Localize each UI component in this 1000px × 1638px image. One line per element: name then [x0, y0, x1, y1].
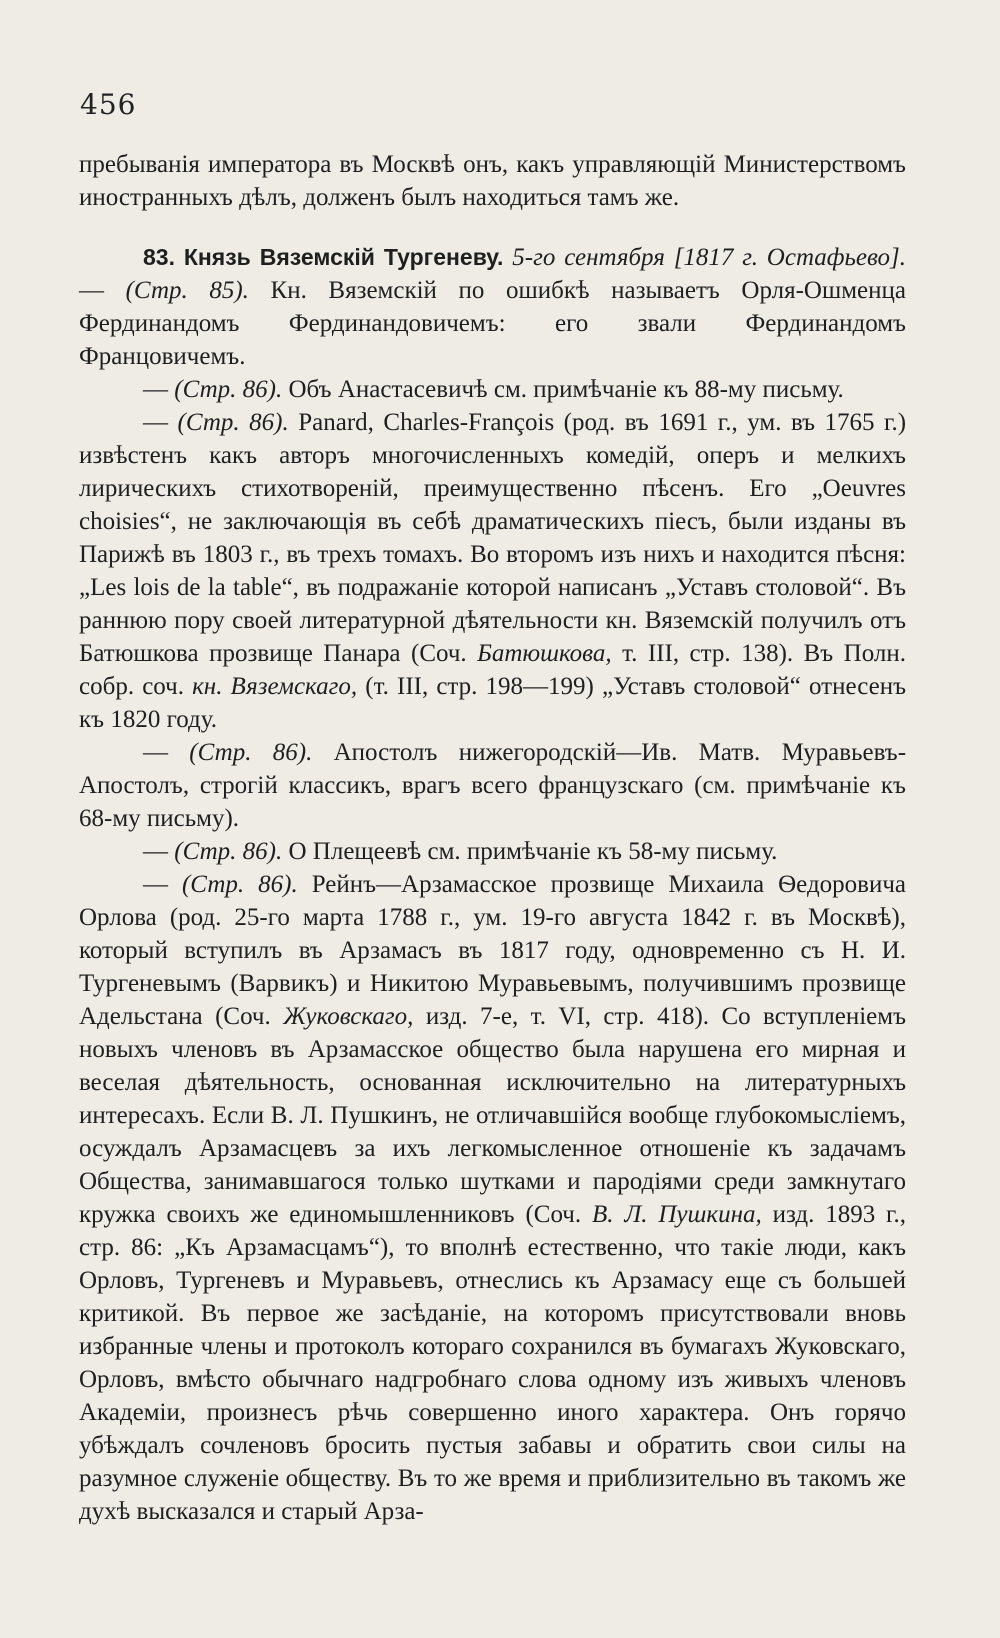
note-dash: —	[143, 376, 168, 403]
note-ref: (Стр. 86).	[174, 376, 283, 403]
note-dash: —	[143, 838, 168, 865]
note-dash: —	[143, 409, 168, 436]
note-italic-title: кн. Вяземскаго,	[192, 673, 358, 700]
note-text: т. III, стр. 138). Въ Полн. собр. соч.	[79, 640, 907, 700]
note-text: Рейнъ—Арзамасское прозвище Михаила Ѳедоровича Орлова (род. 25-го марта 1788 г., ум. 19-го августа 1842 г. въ Москвѣ), который вступилъ въ Арзамасъ въ 1817 году, одновременно съ Н. И. Тургеневымъ (Варвикъ) и Никитою Муравьевымъ, получившимъ прозвище Адельстана (Соч.	[79, 871, 907, 1030]
note-italic-title: В. Л. Пушкина,	[591, 1201, 762, 1228]
note-dash: —	[143, 871, 168, 898]
note-paragraph	[79, 373, 906, 406]
note-dash: —	[79, 277, 104, 304]
note-text: Кн. Вяземскій по ошибкѣ называетъ Орля-Ошменца Фердинандомъ Фердинандовичемъ: его звали Фердинандомъ Францовичемъ.	[79, 277, 907, 370]
note-ref: (Стр. 86).	[174, 838, 283, 865]
page-number: 456	[80, 88, 137, 121]
note-dash: —	[143, 739, 168, 766]
note-paragraph	[79, 868, 906, 1528]
heading-bracket: [1817 г. Остафьево].	[673, 244, 907, 271]
note-text: Объ Анастасевичѣ см. примѣчаніе къ 88-му письму.	[288, 376, 844, 403]
note-text: Panard, Charles-François (род. въ 1691 г., ум. въ 1765 г.) извѣстенъ какъ авторъ многочисленныхъ комедій, оперъ и мелкихъ лирическихъ стихотвореній, преимущественно пѣсенъ. Его „Oeuvres choisies“, не заключающія въ себѣ драматическихъ піесъ, были изданы въ Парижѣ въ 1803 г., въ трехъ томахъ. Во второмъ изъ нихъ и находится пѣсня: „Les lois de la table“, въ подражаніе которой написанъ „Уставъ столовой“. Въ раннюю пору своей литературной дѣятельности кн. Вяземскій получилъ отъ Батюшкова прозвище Панара (Соч.	[79, 409, 907, 667]
note-ref: (Стр. 86).	[181, 871, 298, 898]
note-text: (т. III, стр. 198—199) „Уставъ столовой“ отнесенъ къ 1820 году.	[79, 673, 906, 733]
note-ref: (Стр. 85).	[125, 277, 249, 304]
note-text: О Плещеевѣ см. примѣчаніе къ 58-му письму.	[288, 838, 778, 865]
heading-number: 83.	[143, 244, 175, 270]
entry-heading	[79, 241, 906, 373]
note-ref: (Стр. 86).	[189, 739, 313, 766]
note-text: изд. 1893 г., стр. 86: „Къ Арзамасцамъ“), то вполнѣ естественно, что такіе люди, какъ Орловъ, Тургеневъ и Муравьевъ, отнеслись къ Арзамасу еще съ большей критикой. Въ первое же засѣданіе, на которомъ присутствовали вновь избранные члены и протоколъ котораго сохранился въ бумагахъ Жуковскаго, Орловъ, вмѣсто обычнаго надгробнаго слова одному изъ живыхъ членовъ Академіи, произнесъ рѣчь совершенно иного характера. Онъ горячо убѣждалъ сочленовъ бросить пустыя забавы и обратить свои силы на разумное служеніе обществу. Въ то же время и приблизительно въ такомъ же духѣ высказался и старый Арза-	[79, 1201, 906, 1525]
note-italic-title: Батюшкова,	[477, 640, 612, 667]
intro-paragraph-block	[79, 148, 906, 214]
note-italic-title: Жуковскаго,	[283, 1003, 414, 1030]
note-paragraph	[79, 736, 906, 835]
notes-block	[79, 241, 906, 1528]
note-text: Апостолъ нижегородскій—Ив. Матв. Муравьевъ-Апостолъ, строгій классикъ, врагъ всего французскаго (см. примѣчаніе къ 68-му письму).	[79, 739, 907, 832]
note-paragraph	[79, 406, 906, 736]
heading-date: 5-го сентября	[512, 244, 665, 271]
intro-paragraph: пребыванія императора въ Москвѣ онъ, какъ управляющій Министерствомъ иностранныхъ дѣлъ, долженъ былъ находиться тамъ же.	[79, 151, 906, 211]
note-paragraph	[79, 835, 906, 868]
note-ref: (Стр. 86).	[177, 409, 289, 436]
note-text: изд. 7-е, т. VI, стр. 418). Со вступленіемъ новыхъ членовъ въ Арзамасское общество была нарушена его мирная и веселая дѣятельность, основанная исключительно на литературныхъ интересахъ. Если В. Л. Пушкинъ, не отличавшійся вообще глубокомысліемъ, осуждалъ Арзамасцевъ за ихъ легкомысленное отношеніе къ задачамъ Общества, занимавшагося только шутками и пародіями среди замкнутаго кружка своихъ же единомышленниковъ (Соч.	[79, 1003, 907, 1228]
heading-title: Князь Вяземскій Тургеневу.	[183, 244, 504, 270]
